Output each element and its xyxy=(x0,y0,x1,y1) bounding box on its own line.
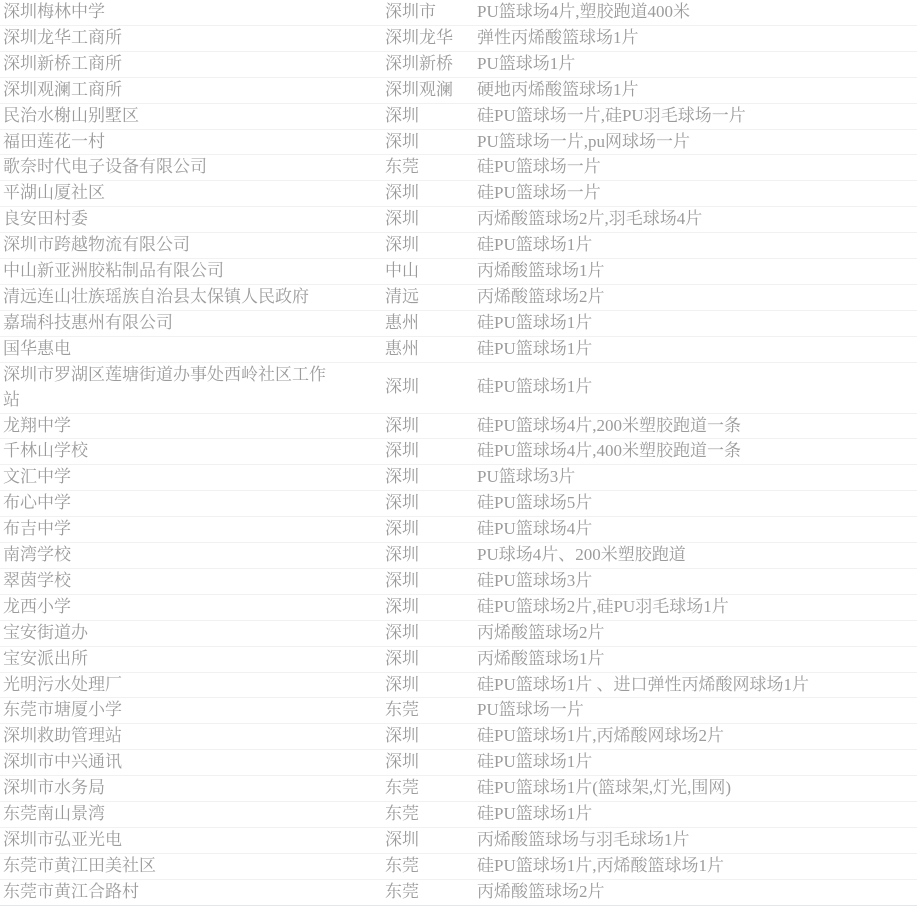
org-name-cell: 宝安派出所 xyxy=(3,648,88,668)
facility-cell: 硅PU篮球场一片 xyxy=(477,157,601,177)
city-cell: 东莞 xyxy=(385,157,419,177)
facility-cell: 硅PU篮球场1片,丙烯酸篮球场1片 xyxy=(477,855,724,875)
facility-cell: 硬地丙烯酸篮球场1片 xyxy=(477,79,639,99)
table-row xyxy=(0,465,917,491)
org-name-cell: 宝安街道办 xyxy=(3,622,88,642)
city-cell: 深圳 xyxy=(385,752,419,772)
city-cell: 深圳 xyxy=(385,209,419,229)
city-cell: 东莞 xyxy=(385,855,419,875)
org-name-cell: 千林山学校 xyxy=(3,441,88,461)
org-name-cell: 龙西小学 xyxy=(3,596,71,616)
table-row xyxy=(0,337,917,363)
table-row xyxy=(0,880,917,906)
facility-cell: PU篮球场一片,pu网球场一片 xyxy=(477,131,690,151)
table-row xyxy=(0,285,917,311)
facility-cell: 硅PU篮球场4片,200米塑胶跑道一条 xyxy=(477,415,741,435)
org-name-cell: 深圳市罗湖区莲塘街道办事处西岭社区工作站 xyxy=(3,364,326,409)
city-cell: 深圳 xyxy=(385,726,419,746)
city-cell: 深圳 xyxy=(385,235,419,255)
table-row xyxy=(0,724,917,750)
city-cell: 深圳观澜 xyxy=(385,79,453,99)
facility-cell: PU球场4片、200米塑胶跑道 xyxy=(477,545,686,565)
city-cell: 深圳 xyxy=(385,441,419,461)
table-row xyxy=(0,26,917,52)
city-cell: 深圳 xyxy=(385,570,419,590)
facility-cell: 硅PU篮球场2片,硅PU羽毛球场1片 xyxy=(477,596,729,616)
table-row xyxy=(0,517,917,543)
facility-cell: 硅PU篮球场1片(篮球架,灯光,围网) xyxy=(477,778,732,798)
facility-cell: 硅PU篮球场一片 xyxy=(477,183,601,203)
city-cell: 深圳龙华 xyxy=(385,27,453,47)
city-cell: 深圳 xyxy=(385,131,419,151)
org-name-cell: 歌奈时代电子设备有限公司 xyxy=(3,157,207,177)
table-row xyxy=(0,104,917,130)
facility-cell: 硅PU篮球场4片 xyxy=(477,519,593,539)
city-cell: 深圳 xyxy=(385,493,419,513)
city-cell: 深圳 xyxy=(385,648,419,668)
facility-cell: PU篮球场一片 xyxy=(477,700,584,720)
facility-cell: 丙烯酸篮球场与羽毛球场1片 xyxy=(477,830,690,849)
city-cell: 深圳 xyxy=(385,596,419,616)
city-cell: 深圳 xyxy=(385,105,419,125)
table-row xyxy=(0,155,917,181)
city-cell: 东莞 xyxy=(385,804,419,824)
table-row xyxy=(0,595,917,621)
facility-cell: 硅PU篮球场4片,400米塑胶跑道一条 xyxy=(477,441,741,461)
org-name-cell: 深圳市中兴通讯 xyxy=(3,752,122,772)
table-row xyxy=(0,181,917,207)
table-row xyxy=(0,363,917,414)
facility-cell: 丙烯酸篮球场2片,羽毛球场4片 xyxy=(477,209,703,229)
facility-cell: 弹性丙烯酸篮球场1片 xyxy=(477,27,639,47)
city-cell: 东莞 xyxy=(385,700,419,720)
facility-cell: 丙烯酸篮球场2片 xyxy=(477,881,605,901)
facility-cell: 硅PU篮球场1片 xyxy=(477,752,593,772)
facility-cell: 硅PU篮球场一片,硅PU羽毛球场一片 xyxy=(477,105,746,125)
table-row xyxy=(0,439,917,465)
table-row xyxy=(0,776,917,802)
facility-cell: 丙烯酸篮球场2片 xyxy=(477,286,605,306)
org-name-cell: 民治水榭山别墅区 xyxy=(3,105,139,125)
city-cell: 深圳 xyxy=(385,622,419,642)
facility-cell: 硅PU篮球场5片 xyxy=(477,493,593,513)
facility-cell: 硅PU篮球场1片 xyxy=(477,804,593,824)
table-row xyxy=(0,259,917,285)
facility-cell: 丙烯酸篮球场2片 xyxy=(477,622,605,642)
table-row xyxy=(0,233,917,259)
table-row xyxy=(0,78,917,104)
org-name-cell: 深圳观澜工商所 xyxy=(3,79,122,99)
facility-cell: 硅PU篮球场3片 xyxy=(477,570,593,590)
org-name-cell: 福田莲花一村 xyxy=(3,131,105,151)
city-cell: 惠州 xyxy=(385,338,419,358)
city-cell: 深圳 xyxy=(385,415,419,435)
facility-cell: 硅PU篮球场1片 xyxy=(477,312,593,332)
org-name-cell: 平湖山厦社区 xyxy=(3,183,105,203)
table-row xyxy=(0,854,917,880)
org-name-cell: 东莞市塘厦小学 xyxy=(3,700,122,720)
facility-cell: 硅PU篮球场1片 、进口弹性丙烯酸网球场1片 xyxy=(477,674,809,694)
org-name-cell: 深圳市水务局 xyxy=(3,778,105,798)
city-cell: 深圳 xyxy=(385,545,419,565)
org-name-cell: 东莞市黄江田美社区 xyxy=(3,855,156,875)
table-row xyxy=(0,207,917,233)
city-cell: 中山 xyxy=(385,261,419,281)
city-cell: 深圳新桥 xyxy=(385,53,453,73)
facility-cell: PU篮球场3片 xyxy=(477,467,576,487)
facility-cell: 硅PU篮球场1片 xyxy=(477,377,593,397)
city-cell: 惠州 xyxy=(385,312,419,332)
facility-cell: 硅PU篮球场1片 xyxy=(477,235,593,255)
table-row xyxy=(0,698,917,724)
org-name-cell: 布心中学 xyxy=(3,493,71,513)
table-row xyxy=(0,414,917,440)
table-row xyxy=(0,802,917,828)
org-name-cell: 深圳市弘亚光电 xyxy=(3,830,122,849)
city-cell: 深圳 xyxy=(385,467,419,487)
city-cell: 深圳市 xyxy=(385,2,436,21)
city-cell: 深圳 xyxy=(385,830,419,849)
org-name-cell: 深圳新桥工商所 xyxy=(3,53,122,73)
table-row xyxy=(0,0,917,26)
table-row xyxy=(0,569,917,595)
table-row xyxy=(0,543,917,569)
facility-cell: 丙烯酸篮球场1片 xyxy=(477,648,605,668)
org-name-cell: 清远连山壮族瑶族自治县太保镇人民政府 xyxy=(3,286,309,306)
facility-cell: 硅PU篮球场1片,丙烯酸网球场2片 xyxy=(477,726,724,746)
table-row xyxy=(0,750,917,776)
city-cell: 深圳 xyxy=(385,377,419,397)
city-cell: 深圳 xyxy=(385,519,419,539)
facility-cell: PU篮球场4片,塑胶跑道400米 xyxy=(477,2,690,21)
facility-cell: PU篮球场1片 xyxy=(477,53,576,73)
org-name-cell: 龙翔中学 xyxy=(3,415,71,435)
org-name-cell: 布吉中学 xyxy=(3,519,71,539)
org-name-cell: 良安田村委 xyxy=(3,209,88,229)
city-cell: 深圳 xyxy=(385,674,419,694)
table-row xyxy=(0,491,917,517)
org-name-cell: 光明污水处理厂 xyxy=(3,674,122,694)
org-name-cell: 中山新亚洲胶粘制品有限公司 xyxy=(3,261,224,281)
org-name-cell: 深圳龙华工商所 xyxy=(3,27,122,47)
table-row xyxy=(0,828,917,854)
table-row xyxy=(0,621,917,647)
city-cell: 东莞 xyxy=(385,881,419,901)
org-name-cell: 深圳梅林中学 xyxy=(3,2,105,21)
city-cell: 清远 xyxy=(385,286,419,306)
facility-cell: 硅PU篮球场1片 xyxy=(477,338,593,358)
org-name-cell: 翠茵学校 xyxy=(3,570,71,590)
org-name-cell: 文汇中学 xyxy=(3,467,71,487)
org-name-cell: 东莞南山景湾 xyxy=(3,804,105,824)
org-name-cell: 国华惠电 xyxy=(3,338,71,358)
city-cell: 东莞 xyxy=(385,778,419,798)
table-row xyxy=(0,647,917,673)
city-cell: 深圳 xyxy=(385,183,419,203)
org-name-cell: 深圳市跨越物流有限公司 xyxy=(3,235,190,255)
table-row xyxy=(0,52,917,78)
facility-cell: 丙烯酸篮球场1片 xyxy=(477,261,605,281)
org-name-cell: 南湾学校 xyxy=(3,545,71,565)
table-row xyxy=(0,673,917,699)
table-row xyxy=(0,311,917,337)
org-name-cell: 东莞市黄江合路村 xyxy=(3,881,139,901)
org-name-cell: 深圳救助管理站 xyxy=(3,726,122,746)
org-name-cell: 嘉瑞科技惠州有限公司 xyxy=(3,312,173,332)
table-row xyxy=(0,130,917,156)
